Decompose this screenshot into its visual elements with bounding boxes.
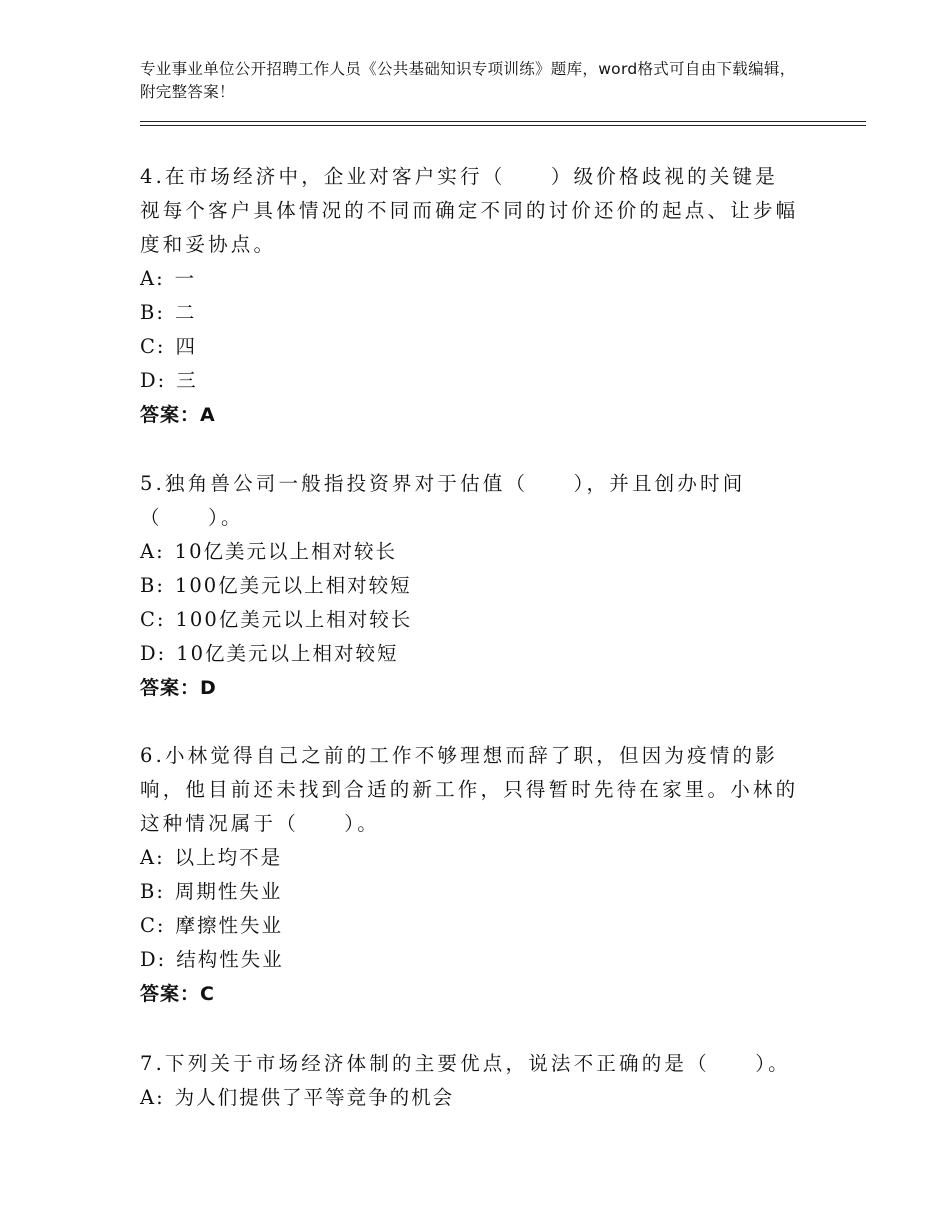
question-stem: 6.小林觉得自己之前的工作不够理想而辞了职，但因为疫情的影响，他目前还未找到合适的新工作，只得暂时先待在家里。小林的这种情况属于（ ）。 (140, 744, 799, 835)
question-7 (140, 1047, 800, 1115)
option-letter: B: (140, 301, 165, 324)
option-letter: A: (140, 846, 165, 869)
option-text: 10亿美元以上相对较短 (176, 642, 399, 665)
option-text: 一 (174, 267, 197, 290)
option-c (140, 603, 800, 637)
option-text: 摩擦性失业 (175, 914, 284, 937)
option-b (140, 296, 800, 330)
question-5 (140, 467, 800, 705)
option-text: 以上均不是 (174, 846, 283, 869)
option-text: 10亿美元以上相对较长 (174, 540, 397, 563)
option-a (140, 1081, 800, 1115)
option-c (140, 330, 800, 364)
option-letter: D: (140, 642, 167, 665)
option-text: 100亿美元以上相对较短 (174, 574, 412, 597)
option-a (140, 841, 800, 875)
header-divider-bottom (140, 125, 866, 126)
option-b (140, 569, 800, 603)
option-text: 二 (174, 301, 197, 324)
option-text: 三 (176, 369, 198, 392)
option-letter: A: (140, 540, 165, 563)
option-a (140, 535, 800, 569)
option-c (140, 909, 800, 943)
option-letter: A: (140, 1086, 165, 1109)
option-letter: D: (140, 948, 167, 971)
question-stem: 5.独角兽公司一般指投资界对于估值（ ），并且创办时间（ ）。 (140, 472, 746, 529)
option-d (140, 943, 800, 977)
option-d (140, 637, 800, 671)
question-stem: 4.在市场经济中，企业对客户实行（ ）级价格歧视的关键是视每个客户具体情况的不同而确定不同的讨价还价的起点、让步幅度和妥协点。 (140, 165, 799, 256)
question-4 (140, 160, 800, 432)
option-letter: B: (140, 880, 165, 903)
option-letter: C: (140, 335, 166, 358)
option-letter: A: (140, 267, 165, 290)
question-6 (140, 739, 800, 1011)
header-divider-top (140, 121, 866, 122)
option-d (140, 364, 800, 398)
answer-label: 答案：A (140, 404, 216, 426)
question-stem: 7.下列关于市场经济体制的主要优点，说法不正确的是（ ）。 (140, 1052, 791, 1075)
option-a (140, 262, 800, 296)
option-text: 为人们提供了平等竞争的机会 (174, 1086, 455, 1109)
option-letter: C: (140, 914, 166, 937)
answer-label: 答案：D (140, 677, 217, 699)
option-letter: D: (140, 369, 167, 392)
option-letter: C: (140, 608, 166, 631)
option-text: 周期性失业 (174, 880, 283, 903)
option-b (140, 875, 800, 909)
option-text: 100亿美元以上相对较长 (175, 608, 413, 631)
answer-label: 答案：C (140, 983, 215, 1005)
option-text: 四 (175, 335, 198, 358)
option-letter: B: (140, 574, 165, 597)
option-text: 结构性失业 (176, 948, 284, 971)
document-header: 专业事业单位公开招聘工作人员《公共基础知识专项训练》题库，word格式可自由下载编辑，附完整答案！ (140, 60, 796, 101)
